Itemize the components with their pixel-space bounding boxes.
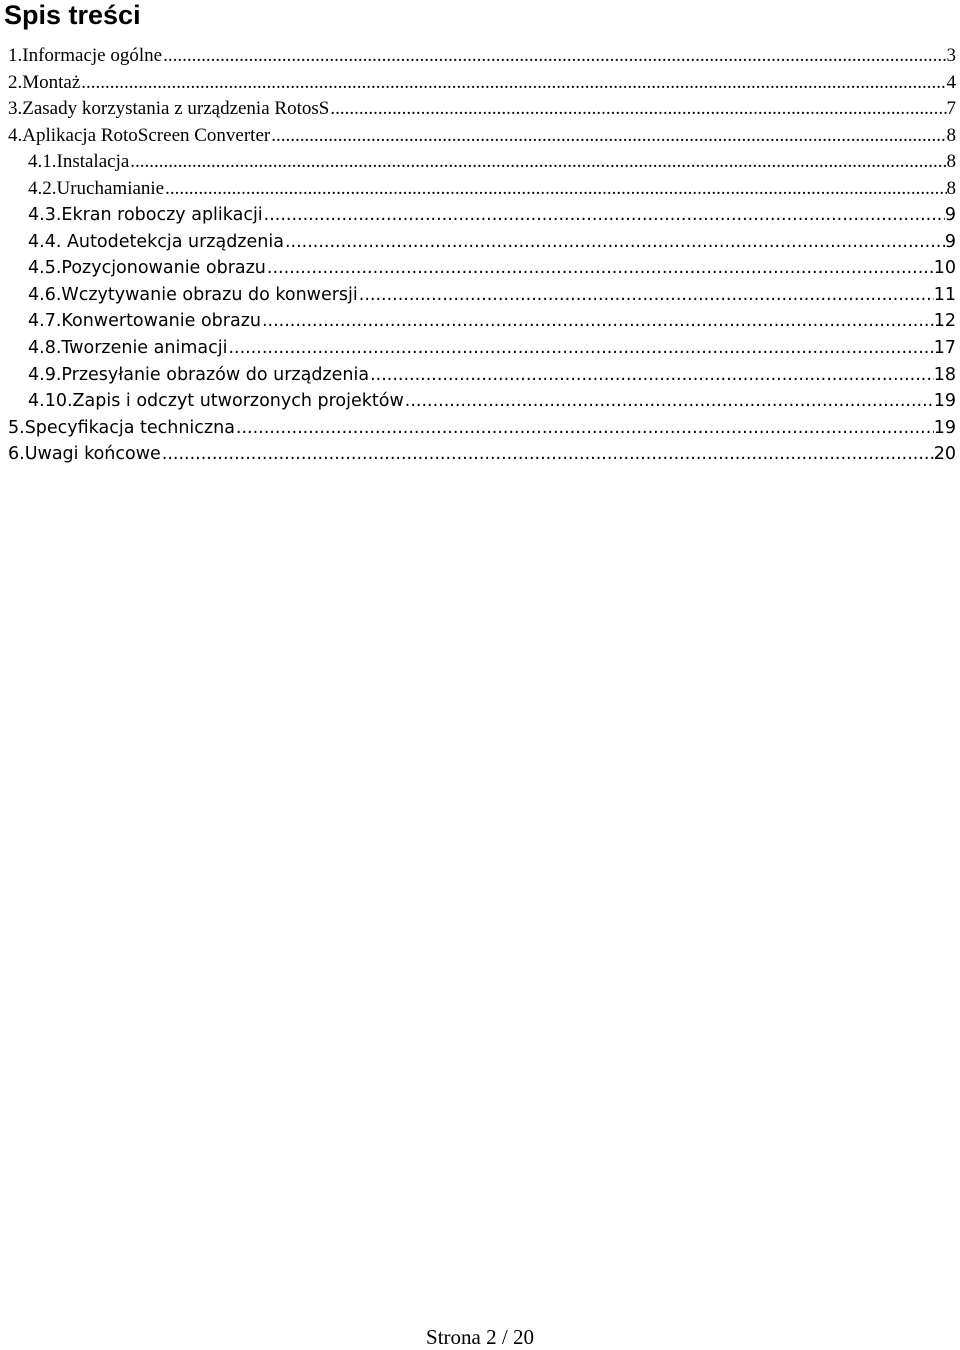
page-footer: Strona 2 / 20 (426, 1325, 534, 1349)
toc-page-number: 8 (946, 151, 956, 173)
toc-entry-autodetekcja[interactable] (8, 229, 956, 256)
toc-entry-aplikacja[interactable] (8, 123, 956, 150)
toc-entry-informacje-ogolne[interactable] (8, 43, 956, 70)
toc-page-number: 18 (933, 364, 956, 385)
toc-dot-leader (161, 441, 934, 468)
toc-entry-label: 4.2.Uruchamianie (28, 177, 165, 199)
toc-dot-leader (235, 415, 934, 442)
toc-entry-instalacja[interactable] (8, 149, 956, 176)
toc-dot-leader (164, 176, 946, 203)
toc-entry-label: 4.10.Zapis i odczyt utworzonych projektów (28, 391, 404, 412)
toc-entry-label: 4.Aplikacja RotoScreen Converter (8, 124, 271, 146)
toc-entry-zasady-korzystania[interactable] (8, 96, 956, 123)
toc-entry-pozycjonowanie[interactable] (8, 255, 956, 282)
toc-page-number: 11 (933, 284, 956, 305)
toc-dot-leader (270, 123, 946, 150)
toc-entry-label: 4.9.Przesyłanie obrazów do urządzenia (28, 364, 370, 385)
toc-page-number: 12 (933, 311, 956, 332)
toc-entry-konwertowanie[interactable] (8, 308, 956, 335)
toc-dot-leader (284, 229, 945, 256)
toc-page-number: 3 (946, 45, 956, 66)
toc-page-number: 10 (933, 258, 956, 279)
toc-entry-uruchamianie[interactable] (8, 176, 956, 203)
toc-dot-leader (129, 149, 946, 176)
toc-dot-leader (263, 202, 945, 229)
toc-entry-tworzenie-animacji[interactable] (8, 335, 956, 362)
toc-entry-label: 4.4. Autodetekcja urządzenia (28, 231, 284, 252)
toc-entry-label: 1.Informacje ogólne (8, 45, 163, 66)
toc-page-number: 8 (946, 124, 956, 146)
toc-page-number: 20 (933, 444, 956, 465)
toc-page-number: 19 (933, 391, 956, 412)
toc-page-number: 19 (933, 417, 956, 438)
toc-entry-uwagi-koncowe[interactable] (8, 441, 956, 468)
toc-dot-leader (329, 96, 946, 123)
toc-entry-przesylanie[interactable] (8, 362, 956, 389)
toc-page-number: 7 (946, 98, 956, 120)
toc-page-number: 9 (944, 231, 956, 252)
toc-entry-wczytywanie[interactable] (8, 282, 956, 309)
document-title: Spis treści (4, 0, 141, 30)
toc-entry-specyfikacja[interactable] (8, 415, 956, 442)
toc-entry-label: 4.6.Wczytywanie obrazu do konwersji (28, 284, 358, 305)
toc-dot-leader (227, 335, 933, 362)
toc-page-number: 8 (946, 177, 956, 199)
table-of-contents (8, 43, 956, 468)
toc-entry-label: 4.8.Tworzenie animacji (28, 338, 228, 359)
toc-entry-label: 4.7.Konwertowanie obrazu (28, 311, 261, 332)
toc-entry-label: 4.1.Instalacja (28, 151, 130, 173)
toc-entry-label: 4.5.Pozycjonowanie obrazu (28, 258, 266, 279)
toc-dot-leader (404, 388, 934, 415)
toc-entry-montaz[interactable] (8, 70, 956, 97)
toc-entry-ekran-roboczy[interactable] (8, 202, 956, 229)
toc-page-number: 17 (933, 338, 956, 359)
toc-entry-label: 2.Montaż (8, 71, 81, 93)
toc-page-number: 9 (944, 205, 956, 226)
toc-dot-leader (80, 70, 946, 97)
toc-dot-leader (369, 362, 934, 389)
toc-page-number: 4 (946, 71, 956, 93)
toc-entry-zapis-odczyt[interactable] (8, 388, 956, 415)
toc-entry-label: 5.Specyfikacja techniczna (8, 417, 235, 438)
toc-dot-leader (162, 43, 946, 70)
toc-dot-leader (266, 255, 934, 282)
toc-entry-label: 3.Zasady korzystania z urządzenia RotosS (8, 98, 330, 120)
toc-entry-label: 4.3.Ekran roboczy aplikacji (28, 205, 263, 226)
toc-entry-label: 6.Uwagi końcowe (8, 444, 161, 465)
toc-dot-leader (358, 282, 934, 309)
toc-dot-leader (261, 308, 934, 335)
